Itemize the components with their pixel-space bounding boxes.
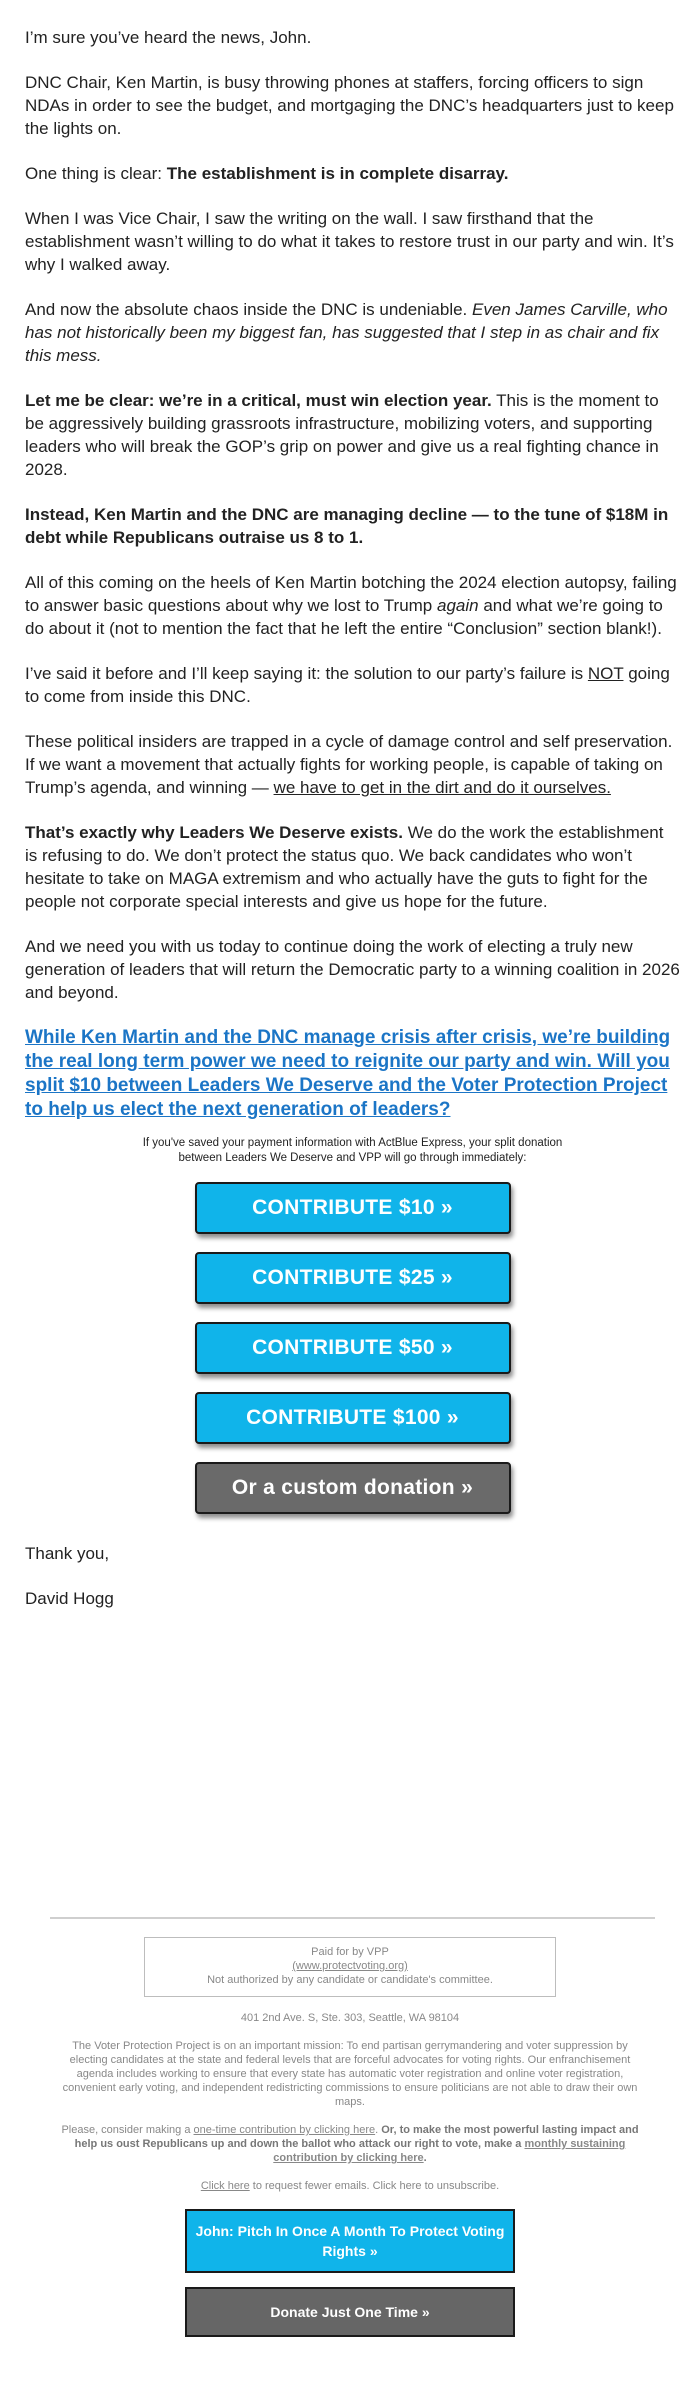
contribute-25-button[interactable]: CONTRIBUTE $25 » (195, 1252, 511, 1304)
need-you-text: And we need you with us today to continue doing the work of electing a truly new generation of leaders that will return the Democratic party to a winning coalition in 2026 and beyond. (25, 937, 680, 1002)
footer (55, 1937, 645, 2351)
solution-text-b: going to come from inside this DNC. (25, 664, 670, 706)
solution-text-a: I’ve said it before and I’ll keep saying it: the solution to our party’s failure is (25, 664, 588, 683)
paragraph-solution (25, 662, 680, 708)
donation-ask-link[interactable]: While Ken Martin and the DNC manage crisis after crisis, we’re building the real long term power we need to reignite our party and win. Will you split $10 between Leaders We Deserve and the Voter Protection Project to help us elect the next generation of leaders? (25, 1027, 671, 1120)
paragraph-dnc-chair (25, 71, 680, 140)
contribute-50-button[interactable]: CONTRIBUTE $50 » (195, 1322, 511, 1374)
one-time-donation-button[interactable]: Donate Just One Time » (185, 2287, 515, 2337)
paragraph-need-you (25, 935, 680, 1004)
contribute-100-button[interactable]: CONTRIBUTE $100 » (195, 1392, 511, 1444)
actblue-express-note: If you've saved your payment information with ActBlue Express, your split donation between Leaders We Deserve and VPP will go through immediately: (142, 1137, 563, 1164)
thank-you-line: Thank you, (25, 1544, 110, 1563)
paragraph-vice-chair (25, 207, 680, 276)
do-it-ourselves-underlined: we have to get in the dirt and do it ourselves. (273, 778, 611, 797)
greeting-text: I’m sure you’ve heard the news, John. (25, 28, 312, 47)
critical-year-bold: Let me be clear: we’re in a critical, must win election year. (25, 391, 492, 410)
carville-italic: Even James Carville, who has not historically been my biggest fan, has suggested that I step in as chair and fix this mess. (25, 300, 668, 365)
vice-chair-text: When I was Vice Chair, I saw the writing on the wall. I saw firsthand that the establishment wasn’t willing to do what it takes to restore trust in our party and win. It’s why I walked away. (25, 209, 674, 274)
paragraph-chaos (25, 298, 680, 367)
paragraph-leaders-we-deserve (25, 821, 680, 913)
unsubscribe-text[interactable]: to request fewer emails. Click here to unsubscribe. (249, 2180, 500, 2192)
paragraph-insiders (25, 730, 680, 799)
greeting-paragraph (25, 26, 680, 49)
managing-decline-bold: Instead, Ken Martin and the DNC are managing decline — to the tune of $18M in debt while Republicans outraise us 8 to 1. (25, 505, 669, 547)
email-body (25, 26, 680, 1632)
one-time-contribution-link[interactable]: one-time contribution by clicking here (193, 2124, 376, 2136)
again-italic: again (436, 596, 479, 615)
not-underlined: NOT (587, 664, 624, 683)
paragraph-disarray (25, 162, 680, 185)
fewer-emails-link[interactable]: Click here (200, 2180, 250, 2192)
insiders-text: These political insiders are trapped in a cycle of damage control and self preservation. If we want a movement that actually fights for working people, is capable of taking on Trump’s agenda, and winning — (25, 732, 673, 797)
mailing-address: 401 2nd Ave. S, Ste. 303, Seattle, WA 98104 (240, 2012, 460, 2024)
paid-by-text: Paid for by VPP (311, 1946, 389, 1958)
please-bold-text: Or, to make the most powerful lasting impact and help us oust Republicans up and down the ballot who attack our right to vote, make a (74, 2124, 639, 2150)
footer-divider (50, 1917, 655, 1919)
paragraph-critical-year (25, 389, 680, 481)
monthly-contribution-link[interactable]: monthly sustaining contribution by clicking here (273, 2138, 626, 2164)
autopsy-text-a: All of this coming on the heels of Ken Martin botching the 2024 election autopsy, failing to answer basic questions about why we lost to Trump (25, 573, 677, 615)
please-sep: . (375, 2124, 382, 2136)
paid-url-link[interactable]: (www.protectvoting.org) (292, 1960, 408, 1972)
paragraph-managing-decline (25, 503, 680, 549)
chaos-text: And now the absolute chaos inside the DNC is undeniable. (25, 300, 473, 319)
contribute-10-button[interactable]: CONTRIBUTE $10 » (195, 1182, 511, 1234)
mission-statement: The Voter Protection Project is on an important mission: To end partisan gerrymandering and voter suppression by electing candidates at the state and federal levels that are forceful advocates for voting rights. Our enfranchisement agenda includes working to ensure that every state has automatic voter registration and online voter registration, convenient early voting, and independent redistricting commissions to ensure politicians are not able to draw their own maps. (62, 2040, 638, 2108)
please-text: Please, consider making a (61, 2124, 194, 2136)
disarray-lead: One thing is clear: (25, 164, 167, 183)
custom-donation-button[interactable]: Or a custom donation » (195, 1462, 511, 1514)
paid-for-box (144, 1937, 556, 1997)
signature-name: David Hogg (25, 1589, 114, 1608)
please-end: . (423, 2152, 427, 2164)
not-authorized-text: Not authorized by any candidate or candidate's committee. (207, 1974, 493, 1986)
monthly-donation-button[interactable]: John: Pitch In Once A Month To Protect Voting Rights » (185, 2209, 515, 2273)
critical-year-text: This is the moment to be aggressively building grassroots infrastructure, mobilizing voters, and supporting leaders who will break the GOP’s grip on power and give us a real fighting chance in 2028. (25, 391, 659, 479)
paragraph-autopsy (25, 571, 680, 640)
leaders-we-deserve-text: We do the work the establishment is refusing to do. We don’t protect the status quo. We back candidates who won’t hesitate to take on MAGA extremism and who actually have the guts to fight for the people not corporate special interests and give us hope for the future. (25, 823, 664, 911)
email-preferences (55, 2179, 645, 2193)
autopsy-text-b: and what we’re going to do about it (not to mention the fact that he left the entire “Conclusion” section blank!). (25, 596, 663, 638)
disarray-bold: The establishment is in complete disarray. (166, 164, 509, 183)
leaders-we-deserve-bold: That’s exactly why Leaders We Deserve exists. (25, 823, 403, 842)
contribution-request (55, 2123, 645, 2165)
dnc-chair-text: DNC Chair, Ken Martin, is busy throwing phones at staffers, forcing officers to sign NDAs in order to see the budget, and mortgaging the DNC’s headquarters just to keep the lights on. (25, 73, 674, 138)
